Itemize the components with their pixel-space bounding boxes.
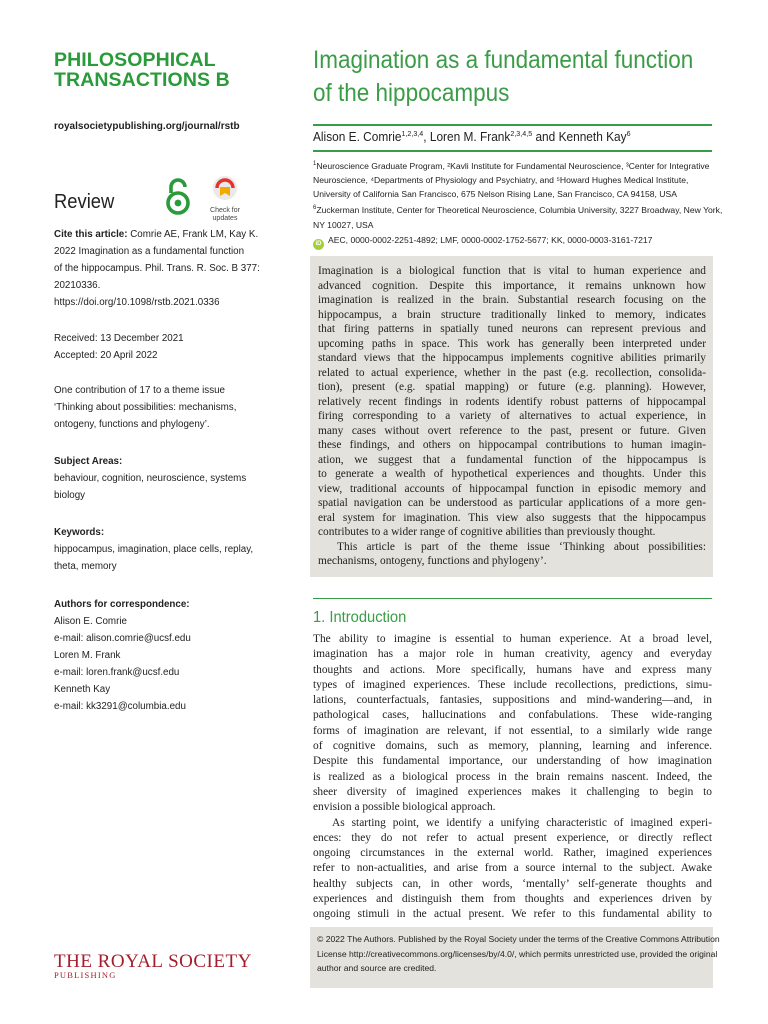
- affiliations-block: [313, 157, 723, 232]
- correspondence-heading: Authors for correspondence:: [54, 599, 190, 610]
- title-divider: [313, 124, 712, 126]
- intro-line: As starting point, we identify a unifying characteristic of imagined experi-: [332, 816, 712, 829]
- keywords-heading: Keywords:: [54, 527, 105, 538]
- keywords-line: theta, memory: [54, 561, 117, 572]
- article-type-label: Review: [54, 191, 115, 213]
- theme-issue-line: One contribution of 17 to a theme issue: [54, 385, 226, 396]
- author-name: Alison E. Comrie: [54, 616, 127, 627]
- author-list: [313, 129, 631, 144]
- intro-line: sheer diversity of imagined experiences makes it challenging to begin to: [313, 785, 712, 798]
- citation-heading: Cite this article:: [54, 229, 128, 240]
- affiliation-line: NY 10027, USA: [313, 219, 374, 230]
- orcid-row: [313, 235, 652, 250]
- affiliation-sup: 6: [313, 205, 317, 212]
- author-name[interactable]: Alison E. Comrie: [313, 130, 402, 145]
- abstract-line: hippocampus, a brain structure traditionally linked to memory, indicates: [318, 308, 706, 321]
- author-separator: ,: [423, 130, 430, 145]
- author-name: Kenneth Kay: [54, 684, 111, 695]
- intro-line: refer to non-actualities, and arise from a source internal to the subject. Awake: [313, 862, 712, 875]
- citation-line: of the hippocampus. Phil. Trans. R. Soc. B 377:: [54, 263, 260, 274]
- intro-line: is realized as a biological process in the brain remains nascent. Indeed, the: [313, 770, 712, 783]
- intro-line: ences: they do not refer to actual present experience, or directly reflect: [313, 831, 712, 844]
- correspondence-block: [54, 596, 269, 715]
- abstract-line: ation, we suggest that a fundamental function of the hippocampus is: [318, 453, 706, 466]
- abstract-line: related to actual experience, whether in the past (e.g. recollection, consolida-: [318, 366, 706, 379]
- author-name[interactable]: Loren M. Frank: [429, 130, 511, 145]
- abstract-line: advanced cognition. Despite this importance, it remains unknown how: [318, 279, 706, 292]
- affiliation-line: Neuroscience Graduate Program, ²Kavli Institute for Fundamental Neuroscience, ³Center for Integrative: [316, 160, 710, 171]
- intro-line: thoughts and actions. More specifically, humans have and express many: [313, 663, 712, 676]
- abstract-line: these findings, and others on hippocampal contributions to human imagin-: [318, 439, 706, 451]
- theme-issue-line: ontogeny, functions and phylogeny’.: [54, 419, 210, 430]
- intro-line: of cognitive domains, such as memory, planning, learning and inference.: [313, 740, 712, 753]
- abstract-line: firing corresponding to a variety of alternatives to actual experience, in: [318, 410, 706, 422]
- citation-line: 2022 Imagination as a fundamental function: [54, 246, 245, 257]
- abstract-line: contributes to a wider range of cognitive abilities than previously thought.: [318, 526, 656, 538]
- keywords-block: [54, 524, 269, 575]
- article-title-line2: of the hippocampus: [313, 79, 510, 107]
- subject-areas-block: [54, 453, 269, 504]
- intro-line: forms of imagination are relevant, if not essential, to a similarly wide range: [313, 724, 712, 737]
- intro-line: envision a possible biological approach.: [313, 801, 496, 814]
- abstract-line: spatial navigation can be understood as particular applications of a more gen-: [318, 497, 706, 509]
- check-for-updates-badge[interactable]: [205, 175, 245, 222]
- journal-name-line2: TRANSACTIONS B: [54, 69, 230, 91]
- theme-issue-line: ‘Thinking about possibilities: mechanisms,: [54, 402, 237, 413]
- received-date: Received: 13 December 2021: [54, 333, 184, 344]
- abstract-line: standard views that the hippocampus implements cognitive abilities primarily: [318, 352, 706, 364]
- intro-line: Despite this fundamental importance, our understanding of how imagination: [313, 755, 712, 768]
- open-access-icon: [163, 176, 193, 216]
- citation-doi-link[interactable]: https://doi.org/10.1098/rstb.2021.0336: [54, 297, 220, 308]
- intro-line: lations, counterfactuals, fantasies, suppositions and mind-wandering—and, in: [313, 694, 712, 707]
- citation-line: Comrie AE, Frank LM, Kay K.: [127, 229, 259, 240]
- abstract-line: many cases without overt reference to the past, present or future. Given: [318, 424, 706, 437]
- license-notice: [317, 932, 720, 976]
- theme-note-line: This article is part of the theme issue ‘Thinking about possibilities:: [337, 540, 706, 553]
- affiliation-line: Zuckerman Institute, Center for Theoretical Neuroscience, Columbia University, 3227 Broadway, New York,: [316, 205, 723, 216]
- journal-name[interactable]: [54, 50, 284, 90]
- intro-line: imagination has a major role in human creativity, agency and everyday: [313, 648, 712, 661]
- abstract-line: tion), present (e.g. spatial mapping) or future (e.g. planning). However,: [318, 381, 706, 393]
- accepted-date: Accepted: 20 April 2022: [54, 350, 158, 361]
- author-name[interactable]: Kenneth Kay: [558, 130, 627, 145]
- author-email-link[interactable]: e-mail: loren.frank@ucsf.edu: [54, 667, 180, 678]
- subject-areas-line: behaviour, cognition, neuroscience, systems: [54, 473, 247, 484]
- citation-line: 20210336.: [54, 280, 101, 291]
- article-title: [313, 44, 694, 110]
- author-email-link[interactable]: e-mail: kk3291@columbia.edu: [54, 701, 186, 712]
- abstract-line: relatively recent findings in rodents identify robust patterns of hippocampal: [318, 395, 706, 408]
- article-title-line1: Imagination as a fundamental function: [313, 46, 694, 74]
- publisher-sub: PUBLISHING: [54, 970, 117, 980]
- abstract-line: view, traditional accounts of hippocampal function in episodic memory and: [318, 482, 706, 495]
- orcid-ids[interactable]: AEC, 0000-0002-2251-4892; LMF, 0000-0002-1752-5677; KK, 0000-0003-3161-7217: [328, 235, 653, 245]
- license-line: © 2022 The Authors. Published by the Royal Society under the terms of the Creative Commons Attribution: [317, 934, 720, 944]
- intro-line: ongoing stimuli in the actual present. We refer to this fundamental ability to: [313, 908, 712, 921]
- intro-line: ongoing circumstances in the external world. Rather, imagined experiences: [313, 847, 712, 860]
- abstract-line: eral system for imagination. This view also suggests that the hippocampus: [318, 511, 706, 524]
- abstract-line: imagination is realized in the brain. Substantial research focusing on the: [318, 294, 706, 306]
- check-updates-label1: Check for: [210, 207, 240, 214]
- abstract-line: that firing patterns in spatially tuned neurons can represent previous and: [318, 323, 706, 335]
- intro-line: healthy subjects can, in other words, ‘mentally’ self-generate thoughts and: [313, 877, 712, 890]
- intro-line: experiences and distinguish them from thoughts and experiences driven by: [313, 893, 712, 906]
- author-separator: and: [532, 130, 559, 145]
- theme-note-line: mechanisms, ontogeny, functions and phylogeny’.: [318, 555, 547, 567]
- abstract: [318, 264, 706, 569]
- royal-society-logo[interactable]: [54, 951, 252, 980]
- subject-areas-line: biology: [54, 490, 86, 501]
- abstract-line: Imagination is a biological function that is vital to human experience and: [318, 265, 706, 277]
- dates-block: [54, 330, 269, 364]
- author-affiliation-sup: 1,2,3,4: [401, 129, 424, 138]
- author-name: Loren M. Frank: [54, 650, 121, 661]
- theme-issue-block: [54, 382, 269, 433]
- affiliation-line: Neuroscience, ⁴Departments of Physiology and Psychiatry, and ⁵Howard Hughes Medical Institute,: [313, 175, 689, 186]
- subject-areas-heading: Subject Areas:: [54, 456, 123, 467]
- journal-name-line1: PHILOSOPHICAL: [54, 49, 216, 71]
- intro-line: The ability to imagine is essential to human experience. At a broad level,: [313, 633, 712, 645]
- intro-line: pathological cases, hallucinations and confabulations. These wide-ranging: [313, 709, 712, 722]
- abstract-line: upcoming paths in space. This work has generally been interpreted under: [318, 337, 706, 350]
- publisher-name: THE ROYAL SOCIETY: [54, 951, 252, 972]
- journal-url-link[interactable]: royalsocietypublishing.org/journal/rstb: [54, 121, 240, 132]
- authors-divider: [313, 150, 712, 152]
- citation-block: [54, 226, 269, 311]
- keywords-line: hippocampus, imagination, place cells, replay,: [54, 544, 254, 555]
- license-line: author and source are credited.: [317, 963, 437, 973]
- author-email-link[interactable]: e-mail: alison.comrie@ucsf.edu: [54, 633, 191, 644]
- affiliation-sup: 1: [313, 161, 317, 167]
- check-updates-label2: updates: [212, 215, 238, 222]
- license-line[interactable]: License http://creativecommons.org/licenses/by/4.0/, which permits unrestricted use, provided the original: [317, 948, 718, 959]
- introduction-body: [313, 632, 712, 923]
- affiliation-line: University of California San Francisco, 675 Nelson Rising Lane, San Francisco, CA 94158, USA: [313, 189, 677, 200]
- intro-divider: [313, 598, 712, 599]
- intro-line: types of imagined experiences. These include recollections, predictions, simu-: [313, 678, 712, 691]
- check-updates-icon: [212, 175, 238, 201]
- section-heading-introduction: 1. Introduction: [313, 609, 407, 626]
- orcid-icon[interactable]: iD: [313, 239, 324, 250]
- author-affiliation-sup: 6: [626, 129, 631, 138]
- author-affiliation-sup: 2,3,4,5: [510, 129, 533, 138]
- abstract-line: to generate a wealth of hypothetical experiences and thoughts. Under this: [318, 468, 706, 480]
